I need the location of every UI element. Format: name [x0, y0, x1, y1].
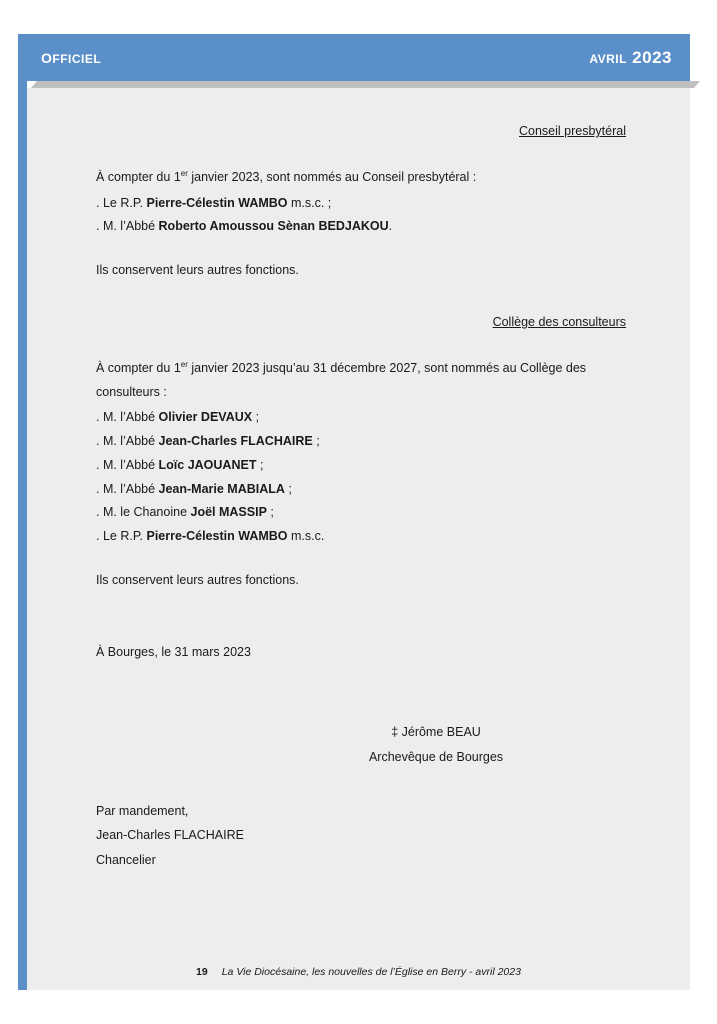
signature-name: ‡ Jérôme BEAU [391, 725, 481, 740]
list-item [96, 525, 626, 549]
section1-closing: Ils conservent leurs autres fonctions. [96, 263, 299, 278]
section2-intro-a: À compter du 1 [96, 360, 181, 375]
section2-intro-sup: er [180, 359, 188, 369]
list-item [96, 478, 626, 502]
item-prefix: . Le R.P. [96, 195, 147, 210]
mandement-line-3: Chancelier [96, 852, 156, 867]
list-item [96, 501, 626, 525]
page-number: 19 [196, 966, 208, 978]
signature-block [96, 720, 626, 769]
page-footer [27, 966, 690, 978]
signature-title: Archevêque de Bourges [368, 749, 504, 764]
list-item [96, 215, 626, 239]
left-accent-strip [18, 34, 27, 990]
header-section-label: officiel [41, 46, 102, 68]
item-prefix: . M. l’Abbé [96, 481, 159, 496]
place-date: À Bourges, le 31 mars 2023 [96, 644, 251, 659]
item-suffix: ; [256, 457, 264, 472]
item-prefix: . M. l’Abbé [96, 457, 159, 472]
item-name: Jean-Charles FLACHAIRE [158, 434, 313, 449]
item-suffix: ; [312, 434, 320, 449]
footer-caption: La Vie Diocésaine, les nouvelles de l’Église en Berry - avril 2023 [221, 966, 521, 978]
item-name: Olivier DEVAUX [158, 410, 253, 425]
item-suffix: . [388, 219, 393, 234]
item-name: Pierre-Célestin WAMBO [146, 195, 288, 210]
spacer [96, 285, 626, 311]
item-suffix: ; [266, 505, 274, 520]
item-name: Joël MASSIP [190, 505, 267, 520]
section1-intro-a: À compter du 1 [96, 169, 181, 184]
item-name: Pierre-Célestin WAMBO [146, 529, 288, 544]
spacer [96, 595, 626, 621]
item-name: Jean-Marie MABIALA [158, 481, 285, 496]
section2-intro-b: janvier 2023 jusqu’au 31 décembre 2027, sont nommés au Collège des consulteurs : [96, 360, 587, 399]
item-prefix: . M. l’Abbé [96, 219, 159, 234]
item-name: Loïc JAOUANET [158, 457, 257, 472]
section1-intro [96, 166, 626, 190]
mandement-line-2: Jean-Charles FLACHAIRE [96, 828, 244, 843]
list-item [96, 406, 626, 430]
item-suffix: ; [252, 410, 260, 425]
item-suffix: m.s.c. ; [287, 195, 332, 210]
item-prefix: . M. l’Abbé [96, 434, 159, 449]
header-shadow [31, 81, 700, 88]
page-header [27, 34, 690, 81]
item-prefix: . M. le Chanoine [96, 505, 191, 520]
item-suffix: ; [284, 481, 292, 496]
document-content [96, 120, 626, 872]
section2-closing: Ils conservent leurs autres fonctions. [96, 572, 299, 587]
item-prefix: . M. l’Abbé [96, 410, 159, 425]
header-date-label: avril 2023 [589, 47, 672, 67]
item-name: Roberto Amoussou Sènan BEDJAKOU [158, 219, 389, 234]
item-prefix: . Le R.P. [96, 529, 147, 544]
section1-intro-b: janvier 2023, sont nommés au Conseil presbytéral : [187, 169, 477, 184]
section-title-conseil-presbyteral: Conseil presbytéral [519, 124, 626, 138]
section2-intro [96, 357, 626, 405]
list-item [96, 454, 626, 478]
section-title-college-consulteurs: Collège des consulteurs [492, 314, 626, 329]
list-item [96, 192, 626, 216]
mandement-block [96, 799, 626, 872]
item-suffix: m.s.c. [287, 529, 325, 544]
list-item [96, 430, 626, 454]
section1-intro-sup: er [180, 168, 188, 178]
mandement-line-1: Par mandement, [96, 804, 189, 819]
